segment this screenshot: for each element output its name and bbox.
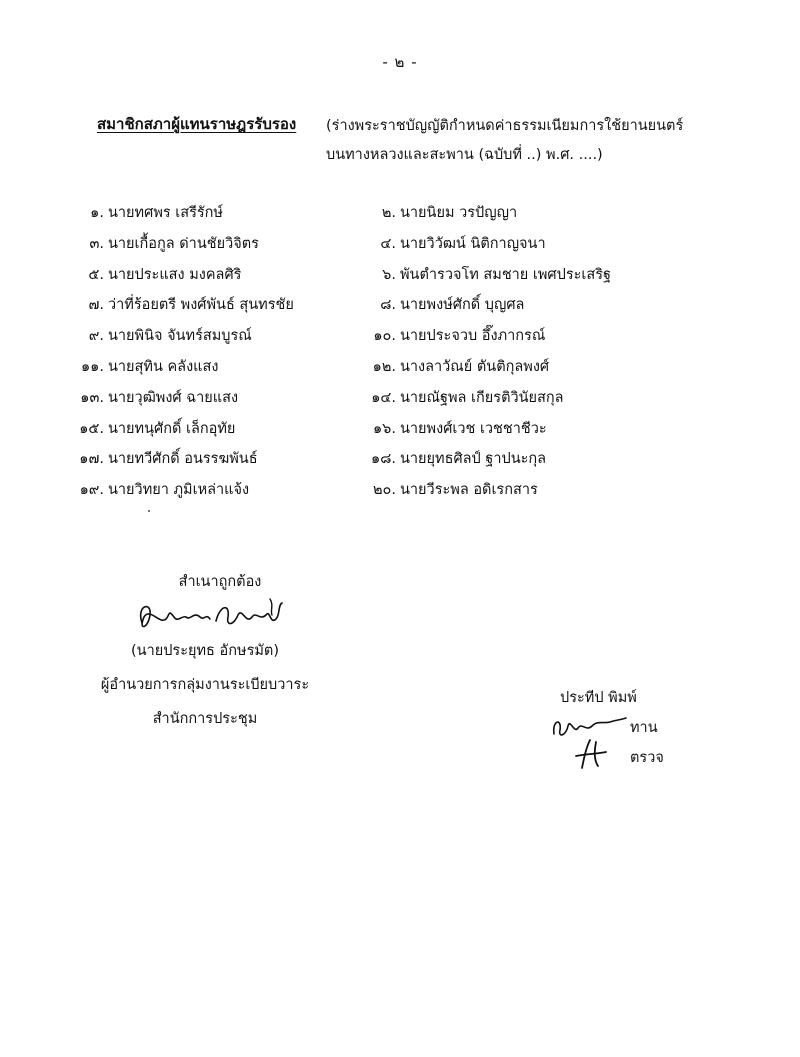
member-name: พันตำรวจโท สมชาย เพศประเสริฐ <box>400 266 612 283</box>
member-entry <box>62 263 241 286</box>
member-entry <box>62 324 252 347</box>
director-position: ผู้อำนวยการกลุ่มงานระเบียบวาระ <box>100 677 310 693</box>
proofread-suffix: ทาน <box>630 720 658 736</box>
member-number: ๑๙. <box>79 482 104 499</box>
member-number: ๙. <box>88 328 104 345</box>
member-entry <box>62 355 218 378</box>
member-number: ๕. <box>88 266 104 283</box>
member-number: ๒๐. <box>372 482 396 499</box>
member-row <box>0 324 800 355</box>
member-number: ๑๕. <box>79 420 104 437</box>
member-name: นายสุทิน คลังแสง <box>108 358 219 375</box>
member-name: นายทศพร เสรีรักษ์ <box>108 205 223 221</box>
member-name: นายทนุศักดิ์ เล็กอุทัย <box>108 420 236 437</box>
member-entry <box>62 417 235 440</box>
member-name: นายยุทธศิลป์ ฐาปนะกุล <box>400 451 547 468</box>
member-number: ๑๒. <box>372 358 396 375</box>
certified-copy-label: สำเนาถูกต้อง <box>178 574 262 590</box>
member-row <box>0 355 800 386</box>
member-name: นายนิยม วรปัญญา <box>400 205 518 221</box>
member-number: ๑๑. <box>80 358 104 375</box>
member-row <box>0 201 800 232</box>
member-number: ๑๘. <box>371 451 396 468</box>
member-entry <box>62 478 249 501</box>
member-entry <box>354 232 546 255</box>
certification-block <box>80 570 330 730</box>
member-row <box>0 263 800 294</box>
member-name: นายพินิจ จันทร์สมบูรณ์ <box>108 328 252 345</box>
member-number: ๑. <box>90 205 104 221</box>
member-row <box>0 293 800 324</box>
typed-by-label: ประทีป พิมพ์ <box>560 690 637 706</box>
member-name: นายประแสง มงคลศิริ <box>108 266 242 283</box>
member-entry <box>354 201 517 224</box>
member-number: ๔. <box>380 235 396 252</box>
member-row <box>0 386 800 417</box>
member-number: ๑๖. <box>372 420 396 437</box>
member-number: ๑๐. <box>373 328 396 345</box>
certifying-members-heading: สมาชิกสภาผู้แทนราษฎรรับรอง <box>97 115 297 133</box>
member-name: นายวิวัฒน์ นิติกาญจนา <box>400 235 546 252</box>
checked-line <box>560 746 690 776</box>
member-entry <box>354 324 545 347</box>
member-name: นายเกื้อกูล ด่านชัยวิจิตร <box>108 235 259 252</box>
member-entry <box>62 447 258 470</box>
member-name: นายวีระพล อดิเรกสาร <box>400 482 538 499</box>
member-number: ๘. <box>380 297 396 314</box>
member-entry <box>354 386 564 409</box>
member-entry <box>354 417 547 440</box>
member-list <box>0 201 800 509</box>
member-number: ๑๓. <box>80 389 104 406</box>
member-row <box>0 478 800 509</box>
office-name: สำนักการประชุม <box>152 711 258 727</box>
member-number: ๒. <box>381 205 396 221</box>
member-entry <box>62 232 259 255</box>
member-entry <box>354 293 524 316</box>
member-name: นายพงศ์เวช เวชชาชีวะ <box>400 420 547 437</box>
member-number: ๑๔. <box>371 389 396 406</box>
member-name: นางลาวัณย์ ตันติกุลพงศ์ <box>400 358 550 375</box>
member-number: ๖. <box>382 266 396 283</box>
checker-initials <box>572 736 612 772</box>
bill-title-line-1: (ร่างพระราชบัญญัติกำหนดค่าธรรมเนียมการใช้ยานยนตร์ <box>326 118 684 134</box>
member-name: นายทวีศักดิ์ อนรรฆพันธ์ <box>108 451 258 468</box>
member-name: ว่าที่ร้อยตรี พงศ์พันธ์ สุนทรชัย <box>108 297 294 314</box>
bill-title <box>326 112 686 170</box>
member-entry <box>354 263 611 286</box>
member-name: นายวิทยา ภูมิเหล่าแจ้ง <box>108 482 250 499</box>
member-name: นายประจวบ อึ๊งภากรณ์ <box>400 328 546 345</box>
member-name: นายณัฐพล เกียรติวินัยสกุล <box>400 389 564 406</box>
member-name: นายพงษ์ศักดิ์ บุญศล <box>400 297 525 314</box>
member-row <box>0 417 800 448</box>
member-entry <box>354 478 538 501</box>
director-name: (นายประยุทธ อักษรมัต) <box>131 643 279 659</box>
director-signature <box>120 595 290 637</box>
member-entry <box>62 293 294 316</box>
scan-speck <box>148 510 150 512</box>
member-number: ๗. <box>88 297 104 314</box>
bill-title-line-2: บนทางหลวงและสะพาน (ฉบับที่ ..) พ.ศ. ....) <box>326 147 603 163</box>
member-number: ๓. <box>89 235 104 252</box>
checked-suffix: ตรวจ <box>630 750 664 766</box>
page-number: - ๒ - <box>382 53 418 71</box>
member-row <box>0 232 800 263</box>
member-number: ๑๗. <box>79 451 104 468</box>
member-entry <box>354 447 546 470</box>
member-entry <box>354 355 549 378</box>
member-entry <box>62 201 223 224</box>
member-entry <box>62 386 238 409</box>
member-row <box>0 447 800 478</box>
member-name: นายวุฒิพงศ์ ฉายแสง <box>108 389 239 406</box>
typist-block <box>560 686 690 776</box>
